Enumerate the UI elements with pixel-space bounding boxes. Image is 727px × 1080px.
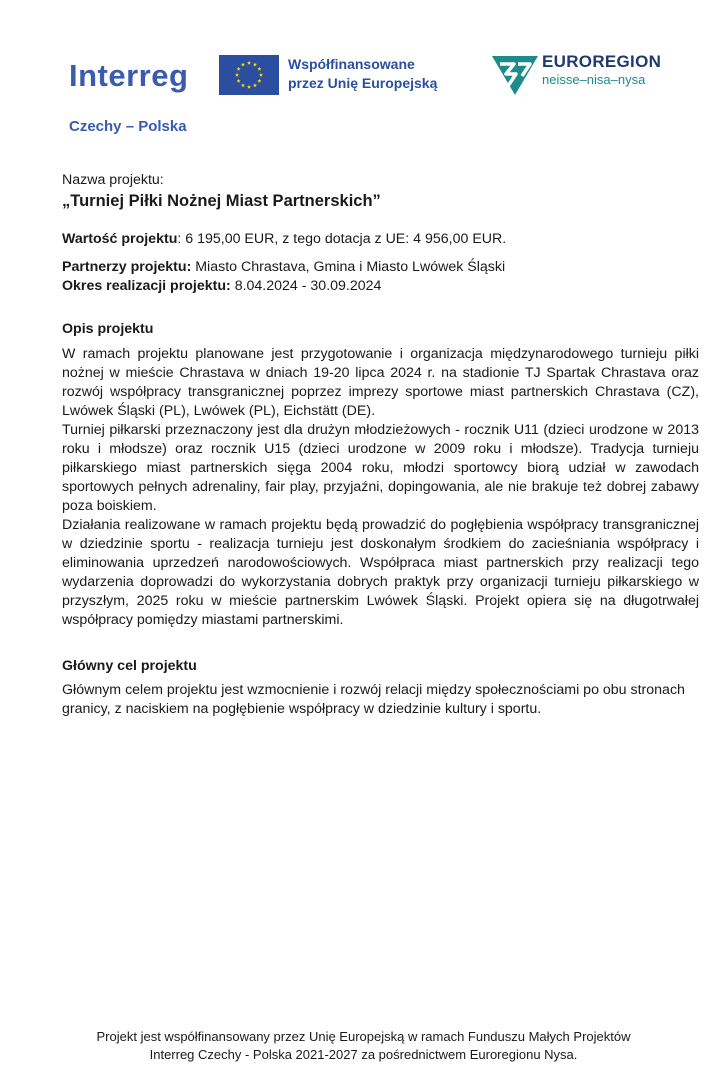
project-partners-label: Partnerzy projektu: xyxy=(62,259,192,275)
footer-line1: Projekt jest współfinansowany przez Unię Europejską w ramach Funduszu Małych Projektów xyxy=(96,1029,631,1044)
goal-text: Głównym celem projektu jest wzmocnienie i rozwój relacji między społecznościami po obu stronach granicy, z naciskiem na pogłębienie współpracy w dziedzinie kultury i sportu. xyxy=(62,682,685,717)
description-paragraph: W ramach projektu planowane jest przygotowanie i organizacja międzynarodowego turnieju piłki nożnej w mieście Chrastava w dniach 19-20 lipca 2024 r. na stadionie TJ Spartak Chrastava oraz rozwój współpracy transgranicznej poprzez imprezy sportowe miast partnerskich Chrastava (CZ), Lwówek Śląski (PL), Lwówek (PL), Eichstätt (DE). xyxy=(62,346,699,419)
project-value-text: : 6 195,00 EUR, z tego dotacja z UE: 4 956,00 EUR. xyxy=(177,231,507,247)
interreg-logo-text: Interreg xyxy=(69,58,189,93)
footer xyxy=(40,1028,687,1064)
eu-funding-line1: Współfinansowane xyxy=(288,56,415,72)
euroregion-logo-icon xyxy=(492,54,538,96)
description-paragraph: Turniej piłkarski przeznaczony jest dla drużyn młodzieżowych - rocznik U11 (dzieci urodzone w 2013 roku i młodsze) oraz rocznik U15 (dzieci urodzone w 2009 roku i młodsze). Tradycja turnieju piłkarskiego miast partnerskich sięga 2004 roku, młodzi sportowcy biorą udział w zawodach sportowych pełnych adrenaliny, fair play, przyjaźni, dopingowania, ale nie brakuje też dobrej zabawy poza boiskiem. xyxy=(62,422,699,514)
description-heading: Opis projektu xyxy=(62,321,154,337)
project-period-label: Okres realizacji projektu: xyxy=(62,278,231,294)
description-body xyxy=(62,345,699,630)
project-period-text: 8.04.2024 - 30.09.2024 xyxy=(230,278,382,294)
program-region: Czechy – Polska xyxy=(69,118,187,135)
project-period xyxy=(62,277,699,296)
euroregion-subtitle: neisse–nisa–nysa xyxy=(542,72,646,87)
project-partners xyxy=(62,258,699,277)
goal-heading: Główny cel projektu xyxy=(62,658,197,674)
eu-funding-line2: przez Unię Europejską xyxy=(288,75,438,91)
eu-flag-icon xyxy=(219,55,279,95)
project-partners-text: Miasto Chrastava, Gmina i Miasto Lwówek Śląski xyxy=(191,259,506,275)
footer-line2: Interreg Czechy - Polska 2021-2027 za pośrednictwem Euroregionu Nysa. xyxy=(149,1047,578,1062)
euroregion-title: EUROREGION xyxy=(542,52,662,71)
eu-funding-text xyxy=(288,55,437,93)
project-value-label: Wartość projektu xyxy=(62,231,178,247)
project-name-label: Nazwa projektu: xyxy=(62,172,164,188)
project-value xyxy=(62,230,699,249)
project-title: „Turniej Piłki Nożnej Miast Partnerskich” xyxy=(62,192,381,210)
goal-body xyxy=(62,681,699,719)
description-paragraph: Działania realizowane w ramach projektu będą prowadzić do pogłębienia współpracy transgranicznej w dziedzinie sportu - realizacja turnieju jest doskonałym środkiem do zacieśniania współpracy i eliminowania uprzedzeń narodowościowych. Współpraca miast partnerskich przy realizacji tego wydarzenia doprowadzi do wykorzystania dobrych praktyk przy organizacji turnieju piłkarskiego w przyszłym, 2025 roku w mieście partnerskim Lwówek Śląski. Projekt opiera się na długotrwałej współpracy pomiędzy miastami partnerskimi. xyxy=(62,517,699,628)
